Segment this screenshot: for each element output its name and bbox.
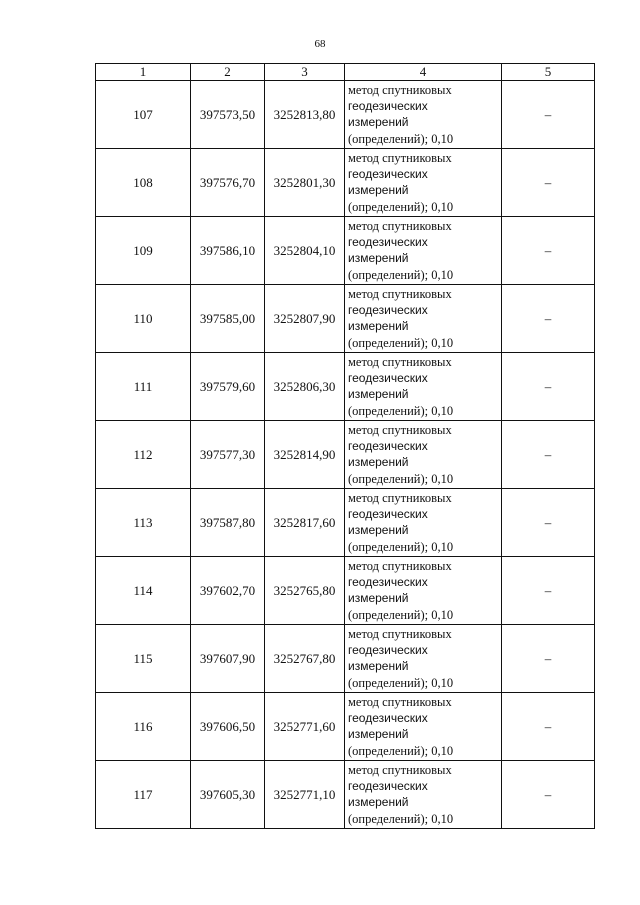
point-number-cell: 112 <box>96 421 191 489</box>
table-row <box>96 421 595 489</box>
y-coordinate-cell: 3252814,90 <box>265 421 345 489</box>
method-text-line: измерений <box>348 251 409 266</box>
method-cell <box>345 285 502 353</box>
note-cell: – <box>502 353 595 421</box>
method-text-line: измерений <box>348 183 409 198</box>
method-cell <box>345 353 502 421</box>
y-coordinate-cell: 3252813,80 <box>265 81 345 149</box>
method-cell <box>345 81 502 149</box>
method-text-line: метод спутниковых <box>348 627 452 641</box>
method-text-line: измерений <box>348 659 409 674</box>
method-text-line: (определений); 0,10 <box>348 403 454 418</box>
method-cell <box>345 489 502 557</box>
method-cell <box>345 693 502 761</box>
note-cell: – <box>502 421 595 489</box>
method-text-line: измерений <box>348 319 409 334</box>
x-coordinate-cell: 397579,60 <box>191 353 265 421</box>
x-coordinate-cell: 397607,90 <box>191 625 265 693</box>
note-cell: – <box>502 285 595 353</box>
method-text-line: (определений); 0,10 <box>348 539 454 554</box>
point-number-cell: 110 <box>96 285 191 353</box>
method-text-line: (определений); 0,10 <box>348 743 454 758</box>
method-text-line: геодезических <box>348 235 428 250</box>
table-body <box>96 81 595 829</box>
page-number: 68 <box>314 38 326 50</box>
column-header-1: 1 <box>96 64 191 81</box>
method-text-line: (определений); 0,10 <box>348 471 454 486</box>
column-header-3: 3 <box>265 64 345 81</box>
table-row <box>96 761 595 829</box>
method-text-line: метод спутниковых <box>348 763 452 777</box>
y-coordinate-cell: 3252804,10 <box>265 217 345 285</box>
method-text-line: геодезических <box>348 643 428 658</box>
method-text-line: геодезических <box>348 303 428 318</box>
method-cell <box>345 557 502 625</box>
method-text-line: геодезических <box>348 371 428 386</box>
method-text-line: метод спутниковых <box>348 695 452 709</box>
method-text-line: геодезических <box>348 439 428 454</box>
column-header-4: 4 <box>345 64 502 81</box>
point-number-cell: 114 <box>96 557 191 625</box>
point-number-cell: 117 <box>96 761 191 829</box>
method-text-line: измерений <box>348 523 409 538</box>
column-header-2: 2 <box>191 64 265 81</box>
method-text-line: измерений <box>348 727 409 742</box>
note-cell: – <box>502 693 595 761</box>
table-row <box>96 625 595 693</box>
point-number-cell: 113 <box>96 489 191 557</box>
y-coordinate-cell: 3252771,60 <box>265 693 345 761</box>
note-cell: – <box>502 761 595 829</box>
x-coordinate-cell: 397585,00 <box>191 285 265 353</box>
method-text-line: измерений <box>348 591 409 606</box>
method-text-line: метод спутниковых <box>348 151 452 165</box>
method-cell <box>345 217 502 285</box>
point-number-cell: 109 <box>96 217 191 285</box>
method-text-line: измерений <box>348 115 409 130</box>
method-cell <box>345 625 502 693</box>
y-coordinate-cell: 3252817,60 <box>265 489 345 557</box>
method-text-line: геодезических <box>348 507 428 522</box>
x-coordinate-cell: 397602,70 <box>191 557 265 625</box>
note-cell: – <box>502 149 595 217</box>
method-text-line: (определений); 0,10 <box>348 607 454 622</box>
y-coordinate-cell: 3252765,80 <box>265 557 345 625</box>
y-coordinate-cell: 3252806,30 <box>265 353 345 421</box>
method-text-line: метод спутниковых <box>348 423 452 437</box>
point-number-cell: 115 <box>96 625 191 693</box>
note-cell: – <box>502 217 595 285</box>
method-text-line: геодезических <box>348 779 428 794</box>
method-text-line: метод спутниковых <box>348 355 452 369</box>
method-text-line: геодезических <box>348 711 428 726</box>
point-number-cell: 107 <box>96 81 191 149</box>
table-row <box>96 353 595 421</box>
method-text-line: измерений <box>348 795 409 810</box>
table-row <box>96 217 595 285</box>
y-coordinate-cell: 3252801,30 <box>265 149 345 217</box>
x-coordinate-cell: 397605,30 <box>191 761 265 829</box>
method-text-line: метод спутниковых <box>348 287 452 301</box>
x-coordinate-cell: 397587,80 <box>191 489 265 557</box>
note-cell: – <box>502 489 595 557</box>
method-text-line: метод спутниковых <box>348 559 452 573</box>
table-header-row <box>96 64 595 81</box>
method-cell <box>345 421 502 489</box>
x-coordinate-cell: 397606,50 <box>191 693 265 761</box>
point-number-cell: 108 <box>96 149 191 217</box>
method-text-line: геодезических <box>348 575 428 590</box>
method-text-line: (определений); 0,10 <box>348 675 454 690</box>
method-text-line: (определений); 0,10 <box>348 267 454 282</box>
method-text-line: (определений); 0,10 <box>348 811 454 826</box>
method-text-line: измерений <box>348 455 409 470</box>
method-text-line: геодезических <box>348 167 428 182</box>
x-coordinate-cell: 397577,30 <box>191 421 265 489</box>
table-row <box>96 81 595 149</box>
note-cell: – <box>502 625 595 693</box>
method-cell <box>345 761 502 829</box>
table-row <box>96 557 595 625</box>
method-cell <box>345 149 502 217</box>
y-coordinate-cell: 3252771,10 <box>265 761 345 829</box>
method-text-line: метод спутниковых <box>348 83 452 97</box>
table-row <box>96 285 595 353</box>
x-coordinate-cell: 397576,70 <box>191 149 265 217</box>
y-coordinate-cell: 3252767,80 <box>265 625 345 693</box>
method-text-line: (определений); 0,10 <box>348 131 454 146</box>
method-text-line: геодезических <box>348 99 428 114</box>
column-header-5: 5 <box>502 64 595 81</box>
note-cell: – <box>502 557 595 625</box>
method-text-line: (определений); 0,10 <box>348 199 454 214</box>
x-coordinate-cell: 397573,50 <box>191 81 265 149</box>
y-coordinate-cell: 3252807,90 <box>265 285 345 353</box>
method-text-line: метод спутниковых <box>348 219 452 233</box>
table-row <box>96 489 595 557</box>
table-row <box>96 693 595 761</box>
note-cell: – <box>502 81 595 149</box>
x-coordinate-cell: 397586,10 <box>191 217 265 285</box>
point-number-cell: 116 <box>96 693 191 761</box>
method-text-line: измерений <box>348 387 409 402</box>
method-text-line: (определений); 0,10 <box>348 335 454 350</box>
coordinates-table <box>95 63 595 829</box>
table-row <box>96 149 595 217</box>
point-number-cell: 111 <box>96 353 191 421</box>
method-text-line: метод спутниковых <box>348 491 452 505</box>
